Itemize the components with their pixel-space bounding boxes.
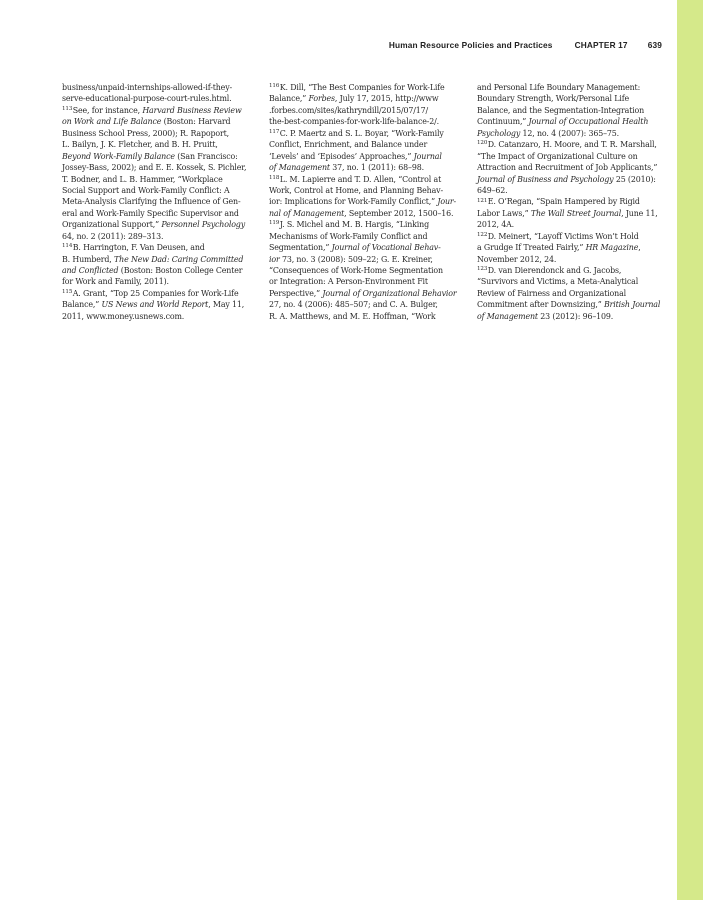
text-run: Social Support and Work-Family Conflict: A bbox=[62, 185, 230, 195]
text-run: “Consequences of Work-Home Segmentation bbox=[269, 266, 443, 275]
reference-line bbox=[477, 196, 665, 207]
text-run: Business School Press, 2000); R. Rapoport, bbox=[62, 128, 229, 138]
reference-line bbox=[477, 219, 665, 230]
text-run: Work, Control at Home, and Planning Behav- bbox=[269, 185, 443, 195]
reference-line bbox=[477, 93, 665, 104]
reference-line bbox=[269, 105, 457, 116]
italic-text: nal of Management bbox=[269, 208, 345, 218]
text-run: 2011, www.money.usnews.com. bbox=[62, 311, 185, 321]
italic-text: Journal of Vocational Behav- bbox=[331, 243, 441, 253]
reference-line bbox=[62, 93, 250, 104]
text-run: 37, no. 1 (2011): 68–98. bbox=[329, 163, 424, 173]
text-run: the-best-companies-for-work-life-balance-2/. bbox=[269, 117, 439, 127]
reference-line bbox=[62, 265, 250, 276]
reference-line bbox=[477, 288, 665, 299]
text-run: K. Dill, “The Best Companies for Work-Life bbox=[279, 83, 445, 92]
reference-line bbox=[62, 116, 250, 127]
text-run: Balance,” bbox=[62, 300, 102, 310]
text-run: L. Bailyn, J. K. Fletcher, and B. H. Pruitt, bbox=[62, 140, 218, 150]
reference-line bbox=[477, 311, 665, 322]
running-title: Human Resource Policies and Practices bbox=[388, 40, 553, 50]
reference-line bbox=[477, 208, 665, 219]
reference-line bbox=[477, 242, 665, 253]
reference-line bbox=[269, 219, 457, 230]
reference-line bbox=[62, 208, 250, 219]
italic-text: The New Dad: Caring Committed bbox=[114, 254, 244, 264]
italic-text: Journal of Occupational Health bbox=[528, 117, 649, 127]
footnote-number: 120 bbox=[477, 140, 488, 147]
text-run: Balance,” bbox=[269, 94, 309, 104]
footnote-number: 117 bbox=[269, 128, 280, 135]
footnote-number: 113 bbox=[62, 106, 73, 113]
reference-line bbox=[477, 174, 665, 185]
italic-text: ior bbox=[269, 254, 280, 264]
italic-text: Beyond Work-Family Balance bbox=[62, 151, 175, 161]
text-run: 23 (2012): 96–109. bbox=[537, 311, 614, 321]
text-column-2 bbox=[269, 82, 457, 322]
text-run: D. van Dierendonck and G. Jacobs, bbox=[487, 266, 622, 275]
reference-line bbox=[269, 185, 457, 196]
reference-line bbox=[477, 128, 665, 139]
italic-text: Journal of Business and Psychology bbox=[477, 174, 614, 184]
text-run: business/unpaid-internships-allowed-if-they- bbox=[62, 83, 233, 92]
text-column-1 bbox=[62, 82, 250, 322]
text-run: Continuum,” bbox=[477, 117, 529, 127]
text-run: , July 17, 2015, http://www bbox=[334, 94, 439, 104]
reference-line bbox=[477, 151, 665, 162]
reference-line bbox=[477, 162, 665, 173]
text-run: 64, no. 2 (2011): 289–313. bbox=[62, 231, 164, 241]
reference-line bbox=[269, 82, 457, 93]
footnote-number: 114 bbox=[62, 243, 73, 250]
text-run: Labor Laws,” bbox=[477, 208, 531, 218]
reference-line bbox=[269, 208, 457, 219]
text-run: (San Francisco: bbox=[174, 151, 238, 161]
text-run: , September 2012, 1500–16. bbox=[344, 208, 454, 218]
text-run: or Integration: A Person-Environment Fit bbox=[269, 277, 428, 287]
italic-text: HR Magazine bbox=[585, 243, 639, 253]
reference-line bbox=[269, 128, 457, 139]
text-run: (Boston: Boston College Center bbox=[118, 266, 243, 275]
text-run: D. Meinert, “Layoff Victims Won’t Hold bbox=[487, 231, 639, 241]
reference-line bbox=[62, 162, 250, 173]
reference-line bbox=[62, 128, 250, 139]
footnote-number: 122 bbox=[477, 231, 488, 238]
reference-line bbox=[62, 299, 250, 310]
reference-line bbox=[477, 116, 665, 127]
text-run: .forbes.com/sites/kathryndill/2015/07/17/ bbox=[269, 105, 428, 115]
reference-line bbox=[477, 82, 665, 93]
reference-line bbox=[62, 185, 250, 196]
text-run: B. Humberd, bbox=[62, 254, 115, 264]
text-column-3 bbox=[477, 82, 665, 322]
footnote-number: 123 bbox=[477, 266, 488, 273]
text-run: R. A. Matthews, and M. E. Hoffman, “Work bbox=[269, 311, 436, 321]
text-run: Jossey-Bass, 2002); and E. E. Kossek, S. Pichler, bbox=[62, 163, 247, 173]
reference-line bbox=[62, 139, 250, 150]
running-header bbox=[368, 40, 662, 50]
reference-line bbox=[269, 151, 457, 162]
text-run: Meta-Analysis Clarifying the Influence of Gen- bbox=[62, 197, 241, 207]
text-run: See, for instance, bbox=[72, 105, 143, 115]
footnote-number: 119 bbox=[269, 220, 280, 227]
reference-line bbox=[269, 276, 457, 287]
reference-line bbox=[62, 196, 250, 207]
reference-line bbox=[62, 254, 250, 265]
side-color-bar bbox=[677, 0, 703, 900]
text-run: “Survivors and Victims, a Meta-Analytical bbox=[477, 277, 639, 287]
reference-line bbox=[477, 254, 665, 265]
reference-line bbox=[62, 231, 250, 242]
page-number: 639 bbox=[647, 40, 662, 50]
italic-text: Journal of Organizational Behavior bbox=[322, 288, 457, 298]
italic-text: The Wall Street Journal bbox=[530, 208, 622, 218]
text-run: Segmentation,” bbox=[269, 243, 332, 253]
reference-line bbox=[269, 242, 457, 253]
text-run: Mechanisms of Work-Family Conflict and bbox=[269, 231, 428, 241]
italic-text: Personnel Psychology bbox=[161, 220, 246, 230]
reference-line bbox=[477, 231, 665, 242]
text-run: 2012, 4A. bbox=[477, 220, 514, 230]
footnote-number: 115 bbox=[62, 289, 73, 296]
text-run: B. Harrington, F. Van Deusen, and bbox=[72, 243, 205, 253]
text-run: 649–62. bbox=[477, 185, 508, 195]
text-run: November 2012, 24. bbox=[477, 254, 557, 264]
text-run: T. Bodner, and L. B. Hammer, “Workplace bbox=[62, 174, 223, 184]
italic-text: Psychology bbox=[477, 128, 521, 138]
italic-text: Jour- bbox=[437, 197, 457, 207]
text-run: , May 11, bbox=[208, 300, 245, 310]
text-run: E. O’Regan, “Spain Hampered by Rigid bbox=[487, 197, 640, 207]
reference-line bbox=[477, 139, 665, 150]
text-run: ‘Levels’ and ‘Episodes’ Approaches,” bbox=[269, 151, 414, 161]
reference-line bbox=[269, 311, 457, 322]
reference-line bbox=[477, 105, 665, 116]
reference-line bbox=[269, 162, 457, 173]
reference-line bbox=[62, 219, 250, 230]
reference-line bbox=[269, 93, 457, 104]
text-run: Conflict, Enrichment, and Balance under bbox=[269, 140, 428, 150]
text-run: a Grudge If Treated Fairly,” bbox=[477, 243, 586, 253]
reference-line bbox=[62, 276, 250, 287]
reference-line bbox=[62, 151, 250, 162]
text-run: 27, no. 4 (2006): 485–507; and C. A. Bulger, bbox=[269, 300, 438, 310]
text-run: , June 11, bbox=[621, 208, 658, 218]
text-run: eral and Work-Family Specific Supervisor and bbox=[62, 208, 239, 218]
reference-line bbox=[269, 288, 457, 299]
footnote-number: 116 bbox=[269, 83, 280, 90]
text-run: Review of Fairness and Organizational bbox=[477, 288, 627, 298]
text-run: serve-educational-purpose-court-rules.html. bbox=[62, 94, 232, 104]
text-run: “The Impact of Organizational Culture on bbox=[477, 151, 638, 161]
italic-text: of Management bbox=[269, 163, 330, 173]
reference-line bbox=[62, 82, 250, 93]
reference-line bbox=[269, 254, 457, 265]
reference-line bbox=[269, 231, 457, 242]
text-run: Organizational Support,” bbox=[62, 220, 162, 230]
italic-text: Forbes bbox=[308, 94, 335, 104]
text-run: Boundary Strength, Work/Personal Life bbox=[477, 94, 629, 104]
text-run: J. S. Michel and M. B. Hargis, “Linking bbox=[279, 220, 429, 230]
text-run: L. M. Lapierre and T. D. Allen, “Control at bbox=[279, 174, 442, 184]
text-run: ior: Implications for Work-Family Conflict,” bbox=[269, 197, 438, 207]
text-run: A. Grant, “Top 25 Companies for Work-Life bbox=[72, 288, 239, 298]
reference-line bbox=[477, 185, 665, 196]
text-run: 12, no. 4 (2007): 365–75. bbox=[520, 128, 620, 138]
italic-text: of Management bbox=[477, 311, 538, 321]
text-run: C. P. Maertz and S. L. Boyar, “Work-Family bbox=[279, 128, 444, 138]
reference-line bbox=[477, 276, 665, 287]
italic-text: Journal bbox=[413, 151, 442, 161]
italic-text: US News and World Report bbox=[101, 300, 209, 310]
text-run: Balance, and the Segmentation-Integration bbox=[477, 105, 645, 115]
reference-line bbox=[269, 265, 457, 276]
text-run: 25 (2010): bbox=[613, 174, 656, 184]
chapter-label: CHAPTER 17 bbox=[574, 40, 628, 50]
italic-text: and Conflicted bbox=[62, 266, 119, 275]
reference-line bbox=[269, 196, 457, 207]
text-run: , bbox=[638, 243, 641, 253]
text-run: for Work and Family, 2011). bbox=[62, 277, 169, 287]
footnote-number: 118 bbox=[269, 174, 280, 181]
reference-line bbox=[269, 174, 457, 185]
reference-line bbox=[477, 265, 665, 276]
reference-line bbox=[269, 116, 457, 127]
text-run: Commitment after Downsizing,” bbox=[477, 300, 604, 310]
reference-line bbox=[62, 242, 250, 253]
italic-text: Harvard Business Review bbox=[142, 105, 242, 115]
reference-line bbox=[62, 311, 250, 322]
text-run: Attraction and Recruitment of Job Applicants,” bbox=[477, 163, 658, 173]
italic-text: British Journal bbox=[603, 300, 661, 310]
text-run: Perspective,” bbox=[269, 288, 323, 298]
reference-line bbox=[269, 299, 457, 310]
text-run: 73, no. 3 (2008): 509–22; G. E. Kreiner, bbox=[279, 254, 433, 264]
reference-line bbox=[62, 105, 250, 116]
reference-line bbox=[62, 174, 250, 185]
italic-text: on Work and Life Balance bbox=[62, 117, 162, 127]
text-run: and Personal Life Boundary Management: bbox=[477, 83, 641, 92]
reference-line bbox=[62, 288, 250, 299]
reference-line bbox=[269, 139, 457, 150]
text-run: (Boston: Harvard bbox=[161, 117, 231, 127]
footnote-number: 121 bbox=[477, 197, 488, 204]
text-run: D. Catanzaro, H. Moore, and T. R. Marshall, bbox=[487, 140, 657, 150]
reference-line bbox=[477, 299, 665, 310]
